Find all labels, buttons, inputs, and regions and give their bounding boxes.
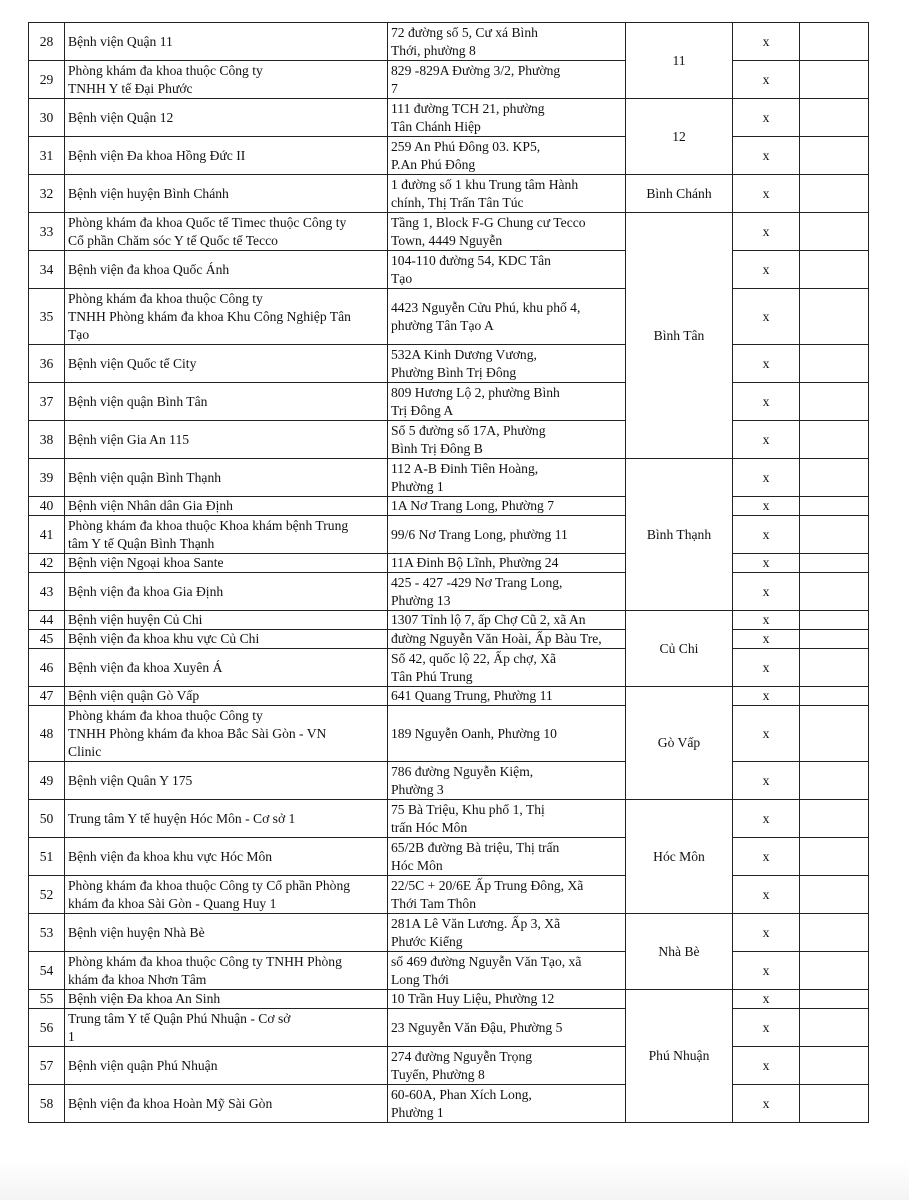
facility-address: 4423 Nguyễn Cửu Phú, khu phố 4, phường Tân Tạo A: [388, 289, 626, 345]
check-mark: x: [733, 762, 800, 800]
facility-name: Phòng khám đa khoa Quốc tế Timec thuộc Công ty Cổ phần Chăm sóc Y tế Quốc tế Tecco: [65, 213, 388, 251]
empty-cell: [800, 137, 869, 175]
facility-name: Bệnh viện đa khoa Xuyên Á: [65, 649, 388, 687]
table-row: [29, 213, 869, 251]
row-number: 52: [29, 876, 65, 914]
hospital-table: [28, 22, 869, 1123]
empty-cell: [800, 516, 869, 554]
facility-name: Bệnh viện Quận 12: [65, 99, 388, 137]
check-mark: x: [733, 1085, 800, 1123]
table-row: [29, 497, 869, 516]
empty-cell: [800, 1009, 869, 1047]
table-row: [29, 649, 869, 687]
table-row: [29, 876, 869, 914]
table-row: [29, 1085, 869, 1123]
table-row: [29, 611, 869, 630]
row-number: 29: [29, 61, 65, 99]
facility-name: Bệnh viện quận Bình Tân: [65, 383, 388, 421]
check-mark: x: [733, 649, 800, 687]
table-row: [29, 573, 869, 611]
empty-cell: [800, 251, 869, 289]
empty-cell: [800, 23, 869, 61]
facility-address: 99/6 Nơ Trang Long, phường 11: [388, 516, 626, 554]
row-number: 54: [29, 952, 65, 990]
table-row: [29, 459, 869, 497]
district-cell: Bình Chánh: [626, 175, 733, 213]
table-row: [29, 952, 869, 990]
row-number: 35: [29, 289, 65, 345]
table-row: [29, 137, 869, 175]
table-row: [29, 516, 869, 554]
empty-cell: [800, 611, 869, 630]
check-mark: x: [733, 137, 800, 175]
page-bottom-margin: [0, 1160, 909, 1200]
row-number: 50: [29, 800, 65, 838]
facility-address: 60-60A, Phan Xích Long, Phường 1: [388, 1085, 626, 1123]
empty-cell: [800, 706, 869, 762]
empty-cell: [800, 914, 869, 952]
table-row: [29, 99, 869, 137]
district-cell: Gò Vấp: [626, 687, 733, 800]
check-mark: x: [733, 611, 800, 630]
empty-cell: [800, 687, 869, 706]
empty-cell: [800, 61, 869, 99]
empty-cell: [800, 289, 869, 345]
check-mark: x: [733, 952, 800, 990]
facility-address: 786 đường Nguyễn Kiệm, Phường 3: [388, 762, 626, 800]
check-mark: x: [733, 61, 800, 99]
empty-cell: [800, 952, 869, 990]
table-row: [29, 838, 869, 876]
facility-name: Trung tâm Y tế Quận Phú Nhuận - Cơ sở 1: [65, 1009, 388, 1047]
facility-name: Bệnh viện đa khoa khu vực Hóc Môn: [65, 838, 388, 876]
row-number: 51: [29, 838, 65, 876]
district-cell: Hóc Môn: [626, 800, 733, 914]
empty-cell: [800, 175, 869, 213]
check-mark: x: [733, 289, 800, 345]
row-number: 36: [29, 345, 65, 383]
facility-address: 1307 Tỉnh lộ 7, ấp Chợ Cũ 2, xã An: [388, 611, 626, 630]
table-row: [29, 554, 869, 573]
empty-cell: [800, 1047, 869, 1085]
district-cell: 11: [626, 23, 733, 99]
check-mark: x: [733, 630, 800, 649]
facility-address: 425 - 427 -429 Nơ Trang Long, Phường 13: [388, 573, 626, 611]
check-mark: x: [733, 345, 800, 383]
empty-cell: [800, 459, 869, 497]
facility-address: 11A Đinh Bộ Lĩnh, Phường 24: [388, 554, 626, 573]
facility-name: Phòng khám đa khoa thuộc Công ty TNHH Y tế Đại Phước: [65, 61, 388, 99]
table-row: [29, 706, 869, 762]
facility-name: Bệnh viện đa khoa khu vực Củ Chi: [65, 630, 388, 649]
row-number: 28: [29, 23, 65, 61]
row-number: 42: [29, 554, 65, 573]
row-number: 44: [29, 611, 65, 630]
facility-address: 641 Quang Trung, Phường 11: [388, 687, 626, 706]
check-mark: x: [733, 914, 800, 952]
table-row: [29, 1009, 869, 1047]
facility-name: Bệnh viện quận Phú Nhuận: [65, 1047, 388, 1085]
check-mark: x: [733, 497, 800, 516]
table-row: [29, 1047, 869, 1085]
check-mark: x: [733, 990, 800, 1009]
check-mark: x: [733, 876, 800, 914]
row-number: 45: [29, 630, 65, 649]
facility-name: Bệnh viện Đa khoa An Sinh: [65, 990, 388, 1009]
row-number: 56: [29, 1009, 65, 1047]
check-mark: x: [733, 800, 800, 838]
row-number: 46: [29, 649, 65, 687]
table-row: [29, 23, 869, 61]
table-row: [29, 251, 869, 289]
district-cell: Bình Tân: [626, 213, 733, 459]
facility-name: Bệnh viện huyện Củ Chi: [65, 611, 388, 630]
table-row: [29, 421, 869, 459]
facility-name: Bệnh viện huyện Nhà Bè: [65, 914, 388, 952]
facility-address: 189 Nguyễn Oanh, Phường 10: [388, 706, 626, 762]
facility-address: 72 đường số 5, Cư xá Bình Thới, phường 8: [388, 23, 626, 61]
check-mark: x: [733, 459, 800, 497]
table-row: [29, 687, 869, 706]
facility-address: 281A Lê Văn Lương. Ấp 3, Xã Phước Kiểng: [388, 914, 626, 952]
facility-address: Số 42, quốc lộ 22, Ấp chợ, Xã Tân Phú Trung: [388, 649, 626, 687]
facility-name: Bệnh viện quận Gò Vấp: [65, 687, 388, 706]
empty-cell: [800, 1085, 869, 1123]
facility-name: Bệnh viện huyện Bình Chánh: [65, 175, 388, 213]
facility-address: 23 Nguyễn Văn Đậu, Phường 5: [388, 1009, 626, 1047]
empty-cell: [800, 649, 869, 687]
facility-address: 1 đường số 1 khu Trung tâm Hành chính, Thị Trấn Tân Túc: [388, 175, 626, 213]
facility-address: 65/2B đường Bà triệu, Thị trấn Hóc Môn: [388, 838, 626, 876]
row-number: 49: [29, 762, 65, 800]
facility-name: Bệnh viện Quân Y 175: [65, 762, 388, 800]
facility-address: 259 An Phú Đông 03. KP5, P.An Phú Đông: [388, 137, 626, 175]
check-mark: x: [733, 213, 800, 251]
table-row: [29, 914, 869, 952]
facility-address: 829 -829A Đường 3/2, Phường 7: [388, 61, 626, 99]
facility-address: số 469 đường Nguyễn Văn Tạo, xã Long Thới: [388, 952, 626, 990]
facility-name: Bệnh viện quận Bình Thạnh: [65, 459, 388, 497]
facility-name: Phòng khám đa khoa thuộc Công ty TNHH Phòng khám đa khoa Nhơn Tâm: [65, 952, 388, 990]
facility-address: 1A Nơ Trang Long, Phường 7: [388, 497, 626, 516]
row-number: 41: [29, 516, 65, 554]
facility-address: 111 đường TCH 21, phường Tân Chánh Hiệp: [388, 99, 626, 137]
facility-name: Phòng khám đa khoa thuộc Khoa khám bệnh Trung tâm Y tế Quận Bình Thạnh: [65, 516, 388, 554]
empty-cell: [800, 497, 869, 516]
table-row: [29, 61, 869, 99]
table-row: [29, 383, 869, 421]
facility-name: Bệnh viện Gia An 115: [65, 421, 388, 459]
check-mark: x: [733, 99, 800, 137]
empty-cell: [800, 421, 869, 459]
row-number: 38: [29, 421, 65, 459]
row-number: 47: [29, 687, 65, 706]
check-mark: x: [733, 383, 800, 421]
facility-name: Phòng khám đa khoa thuộc Công ty Cổ phần Phòng khám đa khoa Sài Gòn - Quang Huy 1: [65, 876, 388, 914]
check-mark: x: [733, 23, 800, 61]
facility-address: đường Nguyễn Văn Hoài, Ấp Bàu Tre,: [388, 630, 626, 649]
empty-cell: [800, 573, 869, 611]
table-row: [29, 289, 869, 345]
check-mark: x: [733, 421, 800, 459]
table-row: [29, 800, 869, 838]
check-mark: x: [733, 838, 800, 876]
row-number: 40: [29, 497, 65, 516]
table-row: [29, 175, 869, 213]
facility-address: 532A Kinh Dương Vương, Phường Bình Trị Đông: [388, 345, 626, 383]
facility-name: Phòng khám đa khoa thuộc Công ty TNHH Phòng khám đa khoa Bắc Sài Gòn - VN Clinic: [65, 706, 388, 762]
table-row: [29, 345, 869, 383]
row-number: 34: [29, 251, 65, 289]
district-cell: Bình Thạnh: [626, 459, 733, 611]
empty-cell: [800, 383, 869, 421]
empty-cell: [800, 213, 869, 251]
empty-cell: [800, 345, 869, 383]
empty-cell: [800, 990, 869, 1009]
table-row: [29, 990, 869, 1009]
check-mark: x: [733, 1009, 800, 1047]
facility-name: Phòng khám đa khoa thuộc Công ty TNHH Phòng khám đa khoa Khu Công Nghiệp Tân Tạo: [65, 289, 388, 345]
empty-cell: [800, 876, 869, 914]
facility-address: 809 Hương Lộ 2, phường Bình Trị Đông A: [388, 383, 626, 421]
row-number: 30: [29, 99, 65, 137]
row-number: 32: [29, 175, 65, 213]
check-mark: x: [733, 251, 800, 289]
district-cell: Củ Chi: [626, 611, 733, 687]
check-mark: x: [733, 1047, 800, 1085]
check-mark: x: [733, 573, 800, 611]
facility-address: 274 đường Nguyễn Trọng Tuyển, Phường 8: [388, 1047, 626, 1085]
row-number: 39: [29, 459, 65, 497]
facility-address: Số 5 đường số 17A, Phường Bình Trị Đông B: [388, 421, 626, 459]
row-number: 58: [29, 1085, 65, 1123]
facility-name: Bệnh viện đa khoa Quốc Ánh: [65, 251, 388, 289]
row-number: 48: [29, 706, 65, 762]
check-mark: x: [733, 687, 800, 706]
facility-name: Bệnh viện Đa khoa Hồng Đức II: [65, 137, 388, 175]
row-number: 57: [29, 1047, 65, 1085]
district-cell: Nhà Bè: [626, 914, 733, 990]
hospital-table-body: [29, 23, 869, 1123]
empty-cell: [800, 800, 869, 838]
row-number: 53: [29, 914, 65, 952]
check-mark: x: [733, 516, 800, 554]
facility-name: Bệnh viện Quốc tế City: [65, 345, 388, 383]
row-number: 33: [29, 213, 65, 251]
facility-address: Tầng 1, Block F-G Chung cư Tecco Town, 4449 Nguyễn: [388, 213, 626, 251]
empty-cell: [800, 630, 869, 649]
facility-name: Bệnh viện Ngoại khoa Sante: [65, 554, 388, 573]
facility-address: 112 A-B Đinh Tiên Hoàng, Phường 1: [388, 459, 626, 497]
row-number: 55: [29, 990, 65, 1009]
facility-address: 75 Bà Triệu, Khu phố 1, Thị trấn Hóc Môn: [388, 800, 626, 838]
row-number: 43: [29, 573, 65, 611]
empty-cell: [800, 838, 869, 876]
facility-address: 22/5C + 20/6E Ấp Trung Đông, Xã Thới Tam Thôn: [388, 876, 626, 914]
table-row: [29, 762, 869, 800]
facility-name: Bệnh viện Quận 11: [65, 23, 388, 61]
facility-name: Bệnh viện đa khoa Hoàn Mỹ Sài Gòn: [65, 1085, 388, 1123]
district-cell: Phú Nhuận: [626, 990, 733, 1123]
empty-cell: [800, 554, 869, 573]
facility-name: Trung tâm Y tế huyện Hóc Môn - Cơ sở 1: [65, 800, 388, 838]
check-mark: x: [733, 706, 800, 762]
row-number: 31: [29, 137, 65, 175]
check-mark: x: [733, 175, 800, 213]
empty-cell: [800, 762, 869, 800]
check-mark: x: [733, 554, 800, 573]
facility-address: 104-110 đường 54, KDC Tân Tạo: [388, 251, 626, 289]
facility-name: Bệnh viện Nhân dân Gia Định: [65, 497, 388, 516]
table-row: [29, 630, 869, 649]
empty-cell: [800, 99, 869, 137]
facility-name: Bệnh viện đa khoa Gia Định: [65, 573, 388, 611]
district-cell: 12: [626, 99, 733, 175]
facility-address: 10 Trần Huy Liệu, Phường 12: [388, 990, 626, 1009]
row-number: 37: [29, 383, 65, 421]
